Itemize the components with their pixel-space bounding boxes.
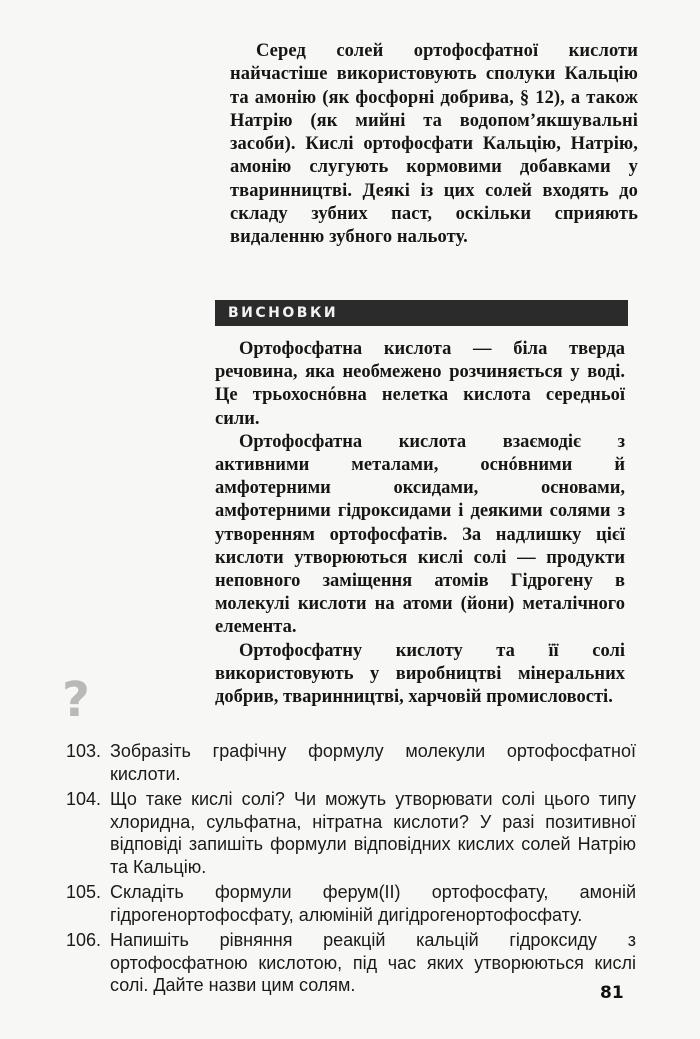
question-item bbox=[66, 788, 636, 878]
question-number: 104. bbox=[66, 789, 102, 809]
question-number: 103. bbox=[66, 741, 102, 761]
page-number: 81 bbox=[600, 983, 624, 1003]
question-text: Напишіть рівняння реакцій кальцій гідроксиду з ортофосфатною кислотою, під час яких утворюються кислі солі. Дайте назви цим солям. bbox=[110, 930, 636, 995]
question-mark-icon: ? bbox=[62, 672, 90, 728]
conclusion-paragraph: Ортофосфатну кислоту та її солі використовують у виробництві мінеральних добрив, тваринництві, харчовій промисловості. bbox=[215, 640, 625, 708]
question-number: 106. bbox=[66, 930, 102, 950]
question-text: Складіть формули ферум(ІІ) ортофосфату, амоній гідрогенортофосфату, алюміній дигідрогенортофосфату. bbox=[110, 882, 636, 925]
conclusions-heading: ВИСНОВКИ bbox=[215, 300, 628, 326]
question-item bbox=[66, 929, 636, 997]
question-text: Що таке кислі солі? Чи можуть утворювати солі цього типу хлоридна, сульфатна, нітратна кислоти? У разі позитивної відповіді запишіть формули відповідних кислих солей Натрію та Кальцію. bbox=[110, 789, 636, 877]
question-item bbox=[66, 740, 636, 785]
question-item bbox=[66, 881, 636, 926]
questions-list bbox=[66, 740, 636, 1000]
conclusion-paragraph: Ортофосфатна кислота взаємодіє з активними металами, оснóвними й амфотерними оксидами, основами, амфотерними гідроксидами і деякими солями з утворенням ортофосфатів. За надлишку цієї кислоти утворюються кислі солі — продукти неповного заміщення атомів Гідрогену в молекулі кислоти на атоми (йони) металічного елемента. bbox=[215, 431, 625, 638]
question-text: Зобразіть графічну формулу молекули ортофосфатної кислоти. bbox=[110, 741, 636, 784]
question-number: 105. bbox=[66, 882, 102, 902]
intro-paragraph: Серед солей ортофосфатної кислоти найчастіше використовують сполуки Кальцію та амонію (як фосфорні добрива, § 12), а також Натрію (як мийні та водопом’якшувальні засоби). Кислі ортофосфати Кальцію, Натрію, амонію слугують кормовими добавками у тваринництві. Деякі із цих солей входять до складу зубних паст, оскільки сприяють видаленню зубного нальоту. bbox=[230, 41, 638, 248]
conclusions-block bbox=[215, 338, 625, 709]
conclusion-paragraph: Ортофосфатна кислота — біла тверда речовина, яка необмежено розчиняється у воді. Це трьохоснóвна нелетка кислота середньої сили. bbox=[215, 339, 625, 429]
